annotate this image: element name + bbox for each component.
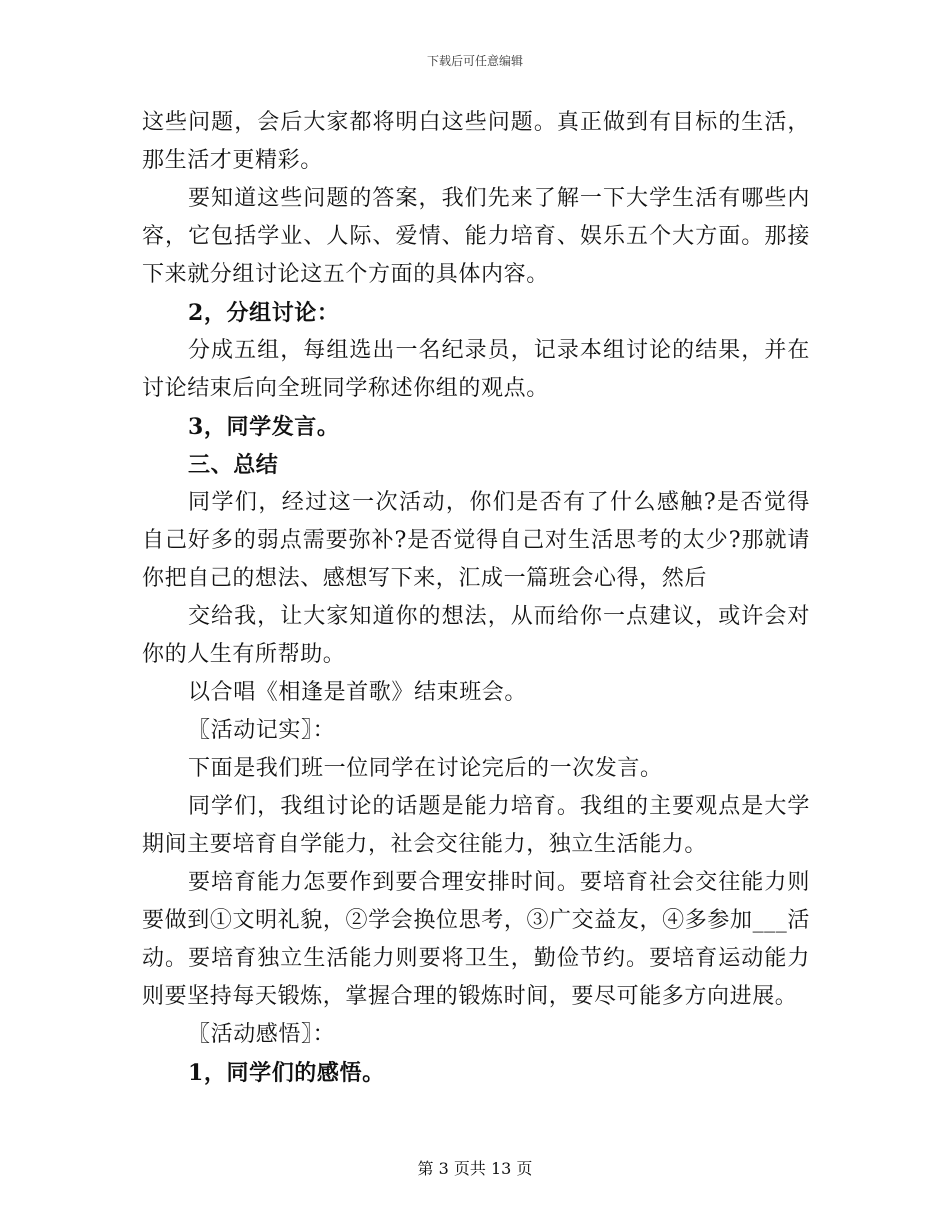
paragraph-6: 以合唱《相逢是首歌》结束班会。 (188, 680, 528, 705)
paragraph-1: 这些问题，会后大家都将明白这些问题。真正做到有目标的生活，那生活才更精彩。 (142, 110, 810, 173)
section-label-activity-record: 〖活动记实〗： (188, 718, 336, 743)
paragraph-2: 要知道这些问题的答案，我们先来了解一下大学生活有哪些内容，它包括学业、人际、爱情、能力培育、娱乐五个大方面。那接下来就分组讨论这五个方面的具体内容。 (142, 186, 810, 287)
page-header: 下载后可任意编辑 (426, 54, 523, 68)
heading-student-speech: 3，同学发言。 (188, 414, 340, 440)
paragraph-7: 下面是我们班一位同学在讨论完后的一次发言。 (188, 756, 663, 781)
paragraph-4: 同学们，经过这一次活动，你们是否有了什么感触?是否觉得自己好多的弱点需要弥补?是否觉得自己对生活思考的太少?那就请你把自己的想法、感想写下来，汇成一篇班会心得，然后 (142, 490, 810, 591)
paragraph-3: 分成五组，每组选出一名纪录员，记录本组讨论的结果，并在讨论结束后向全班同学称述你组的观点。 (142, 338, 810, 401)
paragraph-5: 交给我，让大家知道你的想法，从而给你一点建议，或许会对你的人生有所帮助。 (142, 604, 810, 667)
section-label-activity-reflection: 〖活动感悟〗： (188, 1022, 336, 1047)
paragraph-8: 同学们，我组讨论的话题是能力培育。我组的主要观点是大学期间主要培育自学能力，社会交往能力，独立生活能力。 (142, 794, 810, 857)
heading-summary: 三、总结 (188, 452, 279, 478)
document-body (142, 104, 810, 1092)
paragraph-9: 要培育能力怎要作到要合理安排时间。要培育社会交往能力则要做到①文明礼貌，②学会换位思考，③广交益友，④多参加___活动。要培育独立生活能力则要将卫生，勤俭节约。要培育运动能力则要坚持每天锻炼，掌握合理的锻炼时间，要尽可能多方向进展。 (142, 870, 810, 1009)
page-footer: 第 3 页共 13 页 (417, 1159, 533, 1178)
heading-group-discussion: 2，分组讨论： (188, 300, 340, 326)
heading-student-reflection: 1，同学们的感悟。 (188, 1060, 385, 1086)
